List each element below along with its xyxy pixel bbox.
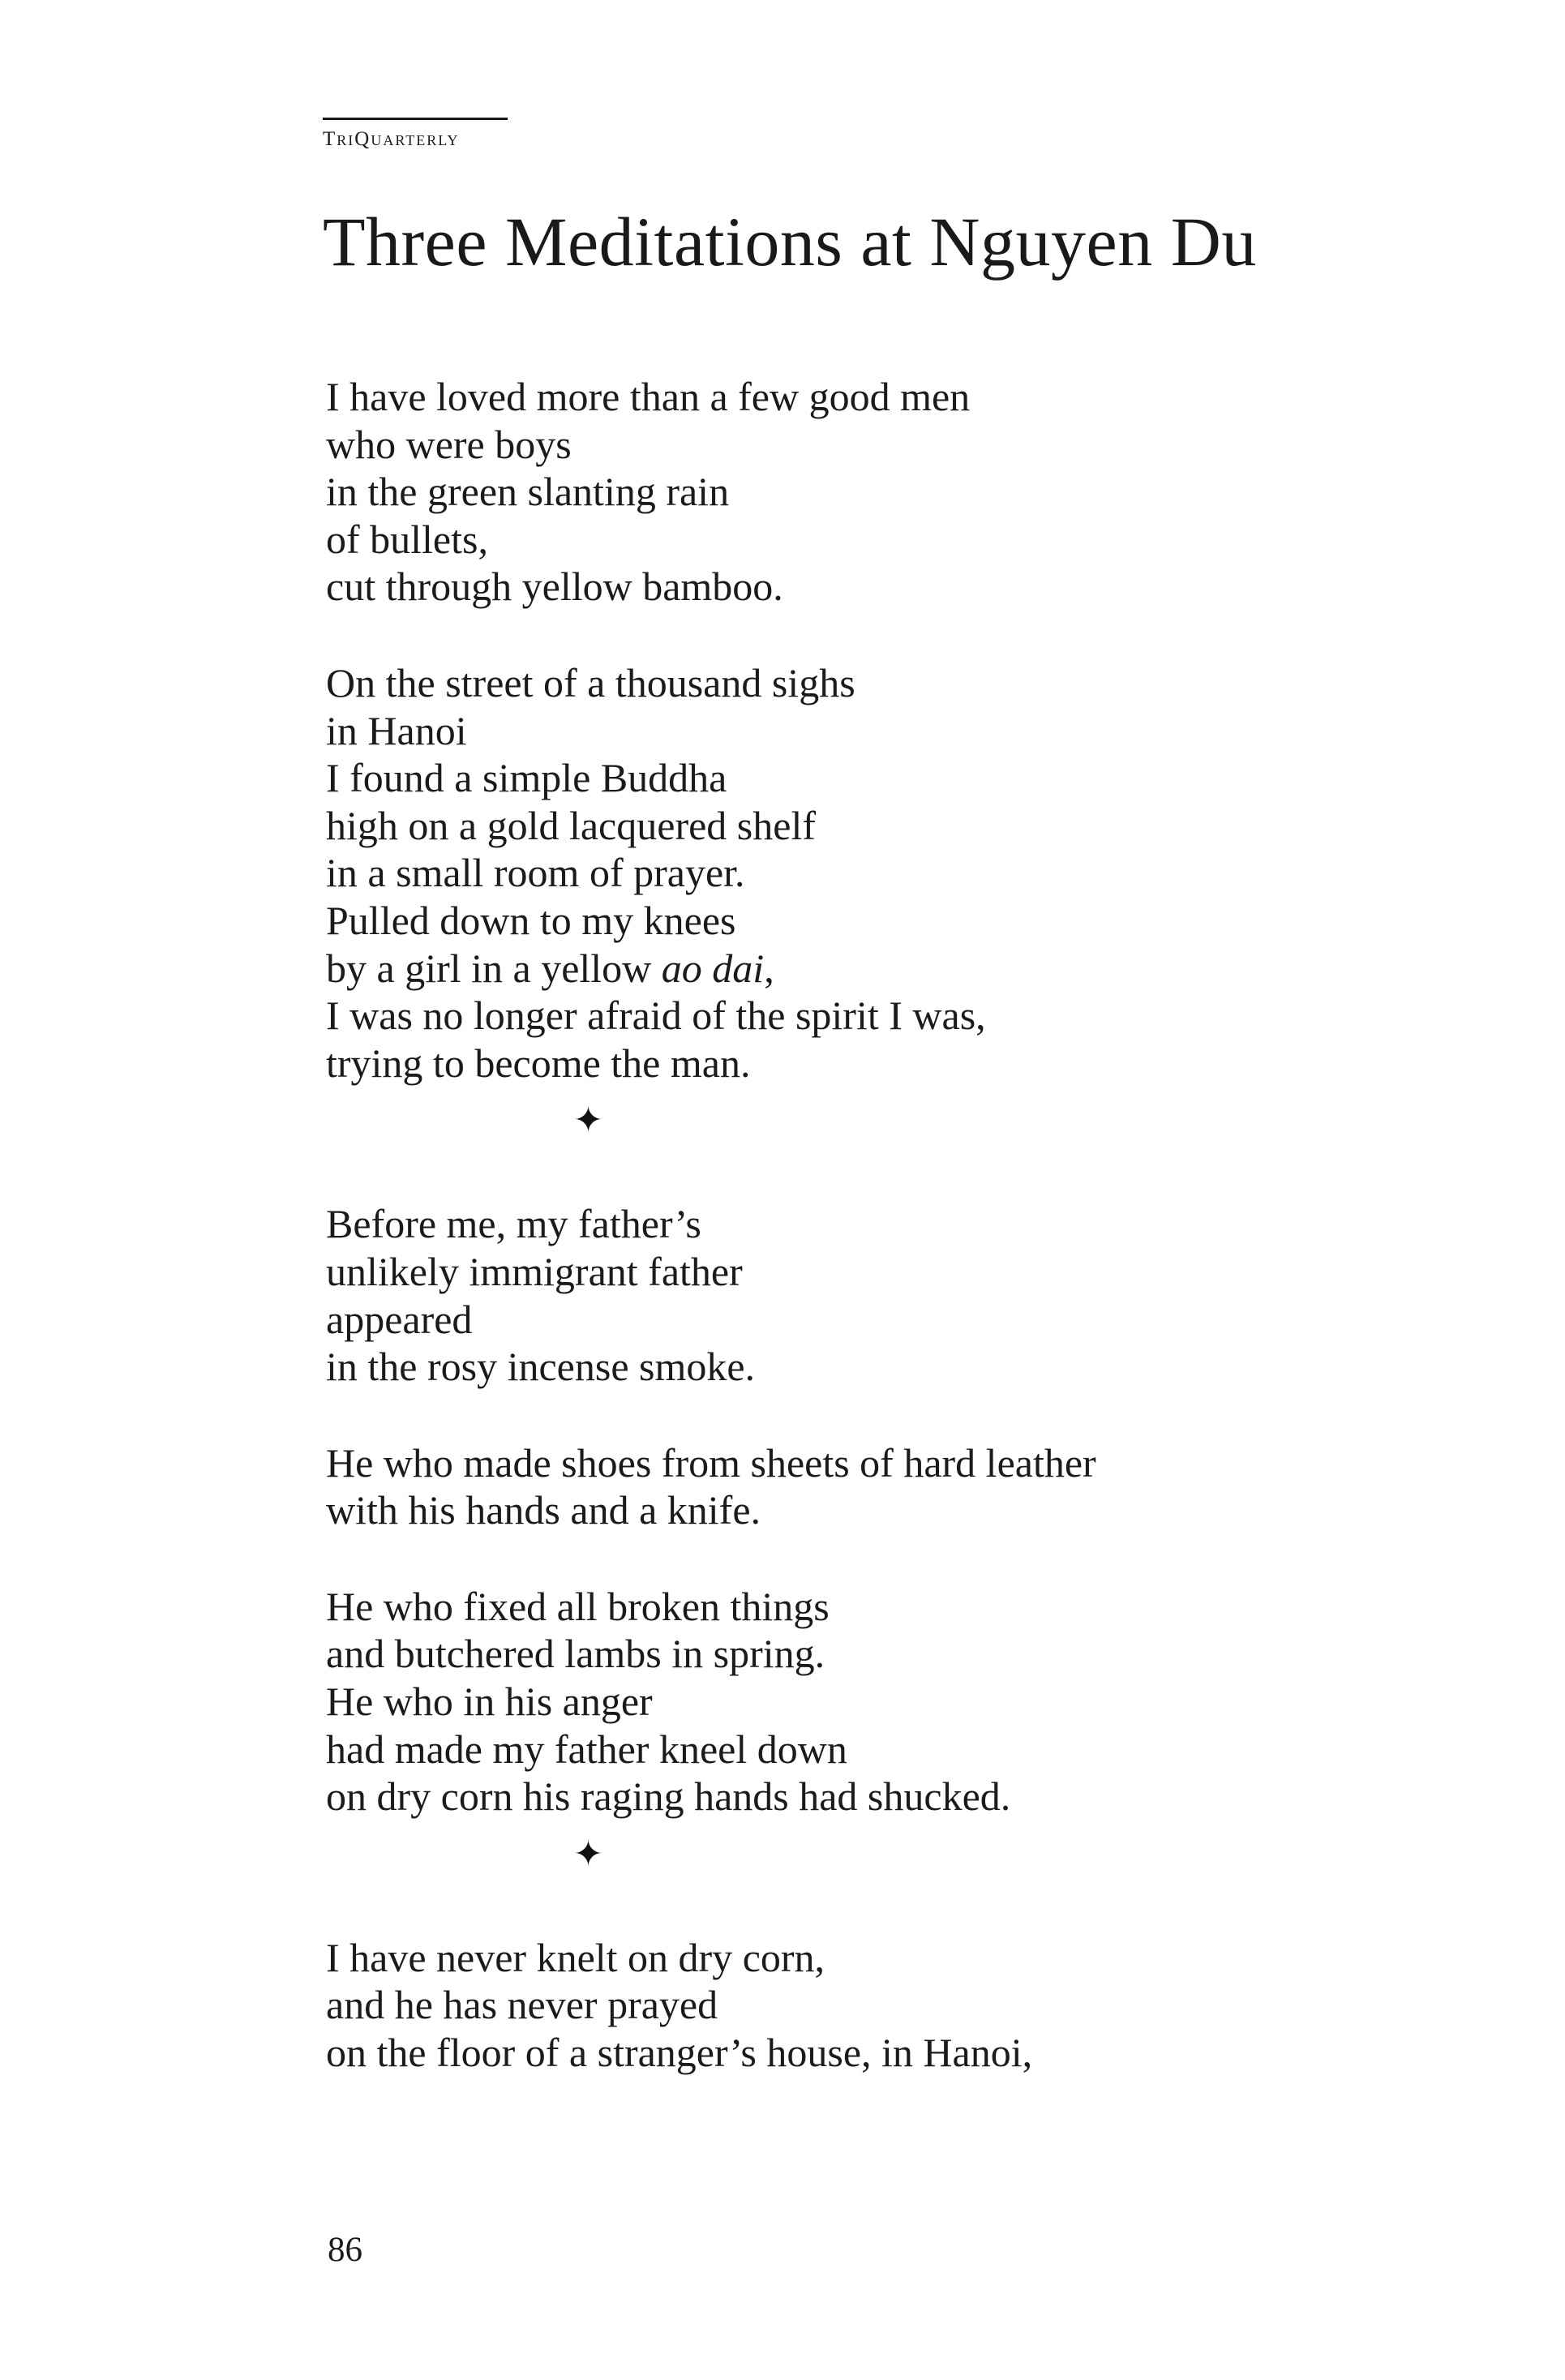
stanza-6 (326, 1934, 1380, 2077)
poem-line: in Hanoi (326, 707, 467, 753)
poem-body (326, 373, 1380, 2077)
poem-title: Three Meditations at Nguyen Du (323, 203, 1257, 281)
stanza-4 (326, 1439, 1380, 1534)
section-ornament-icon: ✦ (573, 1833, 603, 1874)
poem-line: on the floor of a stranger’s house, in Hanoi, (326, 2030, 1033, 2076)
poem-line: He who in his anger (326, 1679, 653, 1725)
poem-line: on dry corn his raging hands had shucked. (326, 1773, 1011, 1820)
page-number: 86 (328, 2231, 362, 2269)
poem-line: and he has never prayed (326, 1982, 718, 2028)
poem-line: I found a simple Buddha (326, 755, 727, 801)
poem-line: Before me, my father’s (326, 1201, 701, 1247)
poem-line: cut through yellow bamboo. (326, 564, 783, 610)
poem-line: unlikely immigrant father (326, 1248, 743, 1294)
poem-line: with his hands and a knife. (326, 1487, 761, 1533)
poem-line: high on a gold lacquered shelf (326, 802, 816, 848)
section-ornament-icon: ✦ (573, 1100, 603, 1141)
poem-line: in the rosy incense smoke. (326, 1344, 756, 1390)
stanza-break (326, 611, 1380, 659)
poem-line: Pulled down to my knees (326, 897, 736, 943)
stanza-break (326, 1534, 1380, 1583)
poem-line: in the green slanting rain (326, 469, 730, 515)
stanza-1 (326, 373, 1380, 611)
poem-line: I have loved more than a few good men (326, 374, 971, 419)
poem-line: On the street of a thousand sighs (326, 659, 855, 705)
poem-line (326, 945, 1380, 993)
poem-line: in a small room of prayer. (326, 850, 745, 896)
poem-line: had made my father kneel down (326, 1726, 847, 1772)
stanza-break (326, 1391, 1380, 1439)
poem-line-text: by a girl in a yellow (326, 945, 662, 991)
running-head: TriQuarterly (323, 118, 508, 151)
stanza-3 (326, 1200, 1380, 1390)
poem-line: of bullets, (326, 516, 488, 562)
poem-line: I have never knelt on dry corn, (326, 1934, 825, 1980)
poem-line: He who fixed all broken things (326, 1583, 830, 1629)
poem-line: who were boys (326, 421, 572, 467)
stanza-2 (326, 659, 1380, 1087)
poem-line: and butchered lambs in spring. (326, 1631, 825, 1677)
stanza-5 (326, 1583, 1380, 1820)
poem-line: I was no longer afraid of the spirit I was, (326, 993, 986, 1039)
italic-phrase: ao dai (661, 945, 765, 991)
poem-line: He who made shoes from sheets of hard leather (326, 1439, 1096, 1486)
poem-line: trying to become the man. (326, 1040, 751, 1086)
italic-phrase-suffix: , (764, 945, 774, 991)
poem-line: appeared (326, 1296, 473, 1342)
